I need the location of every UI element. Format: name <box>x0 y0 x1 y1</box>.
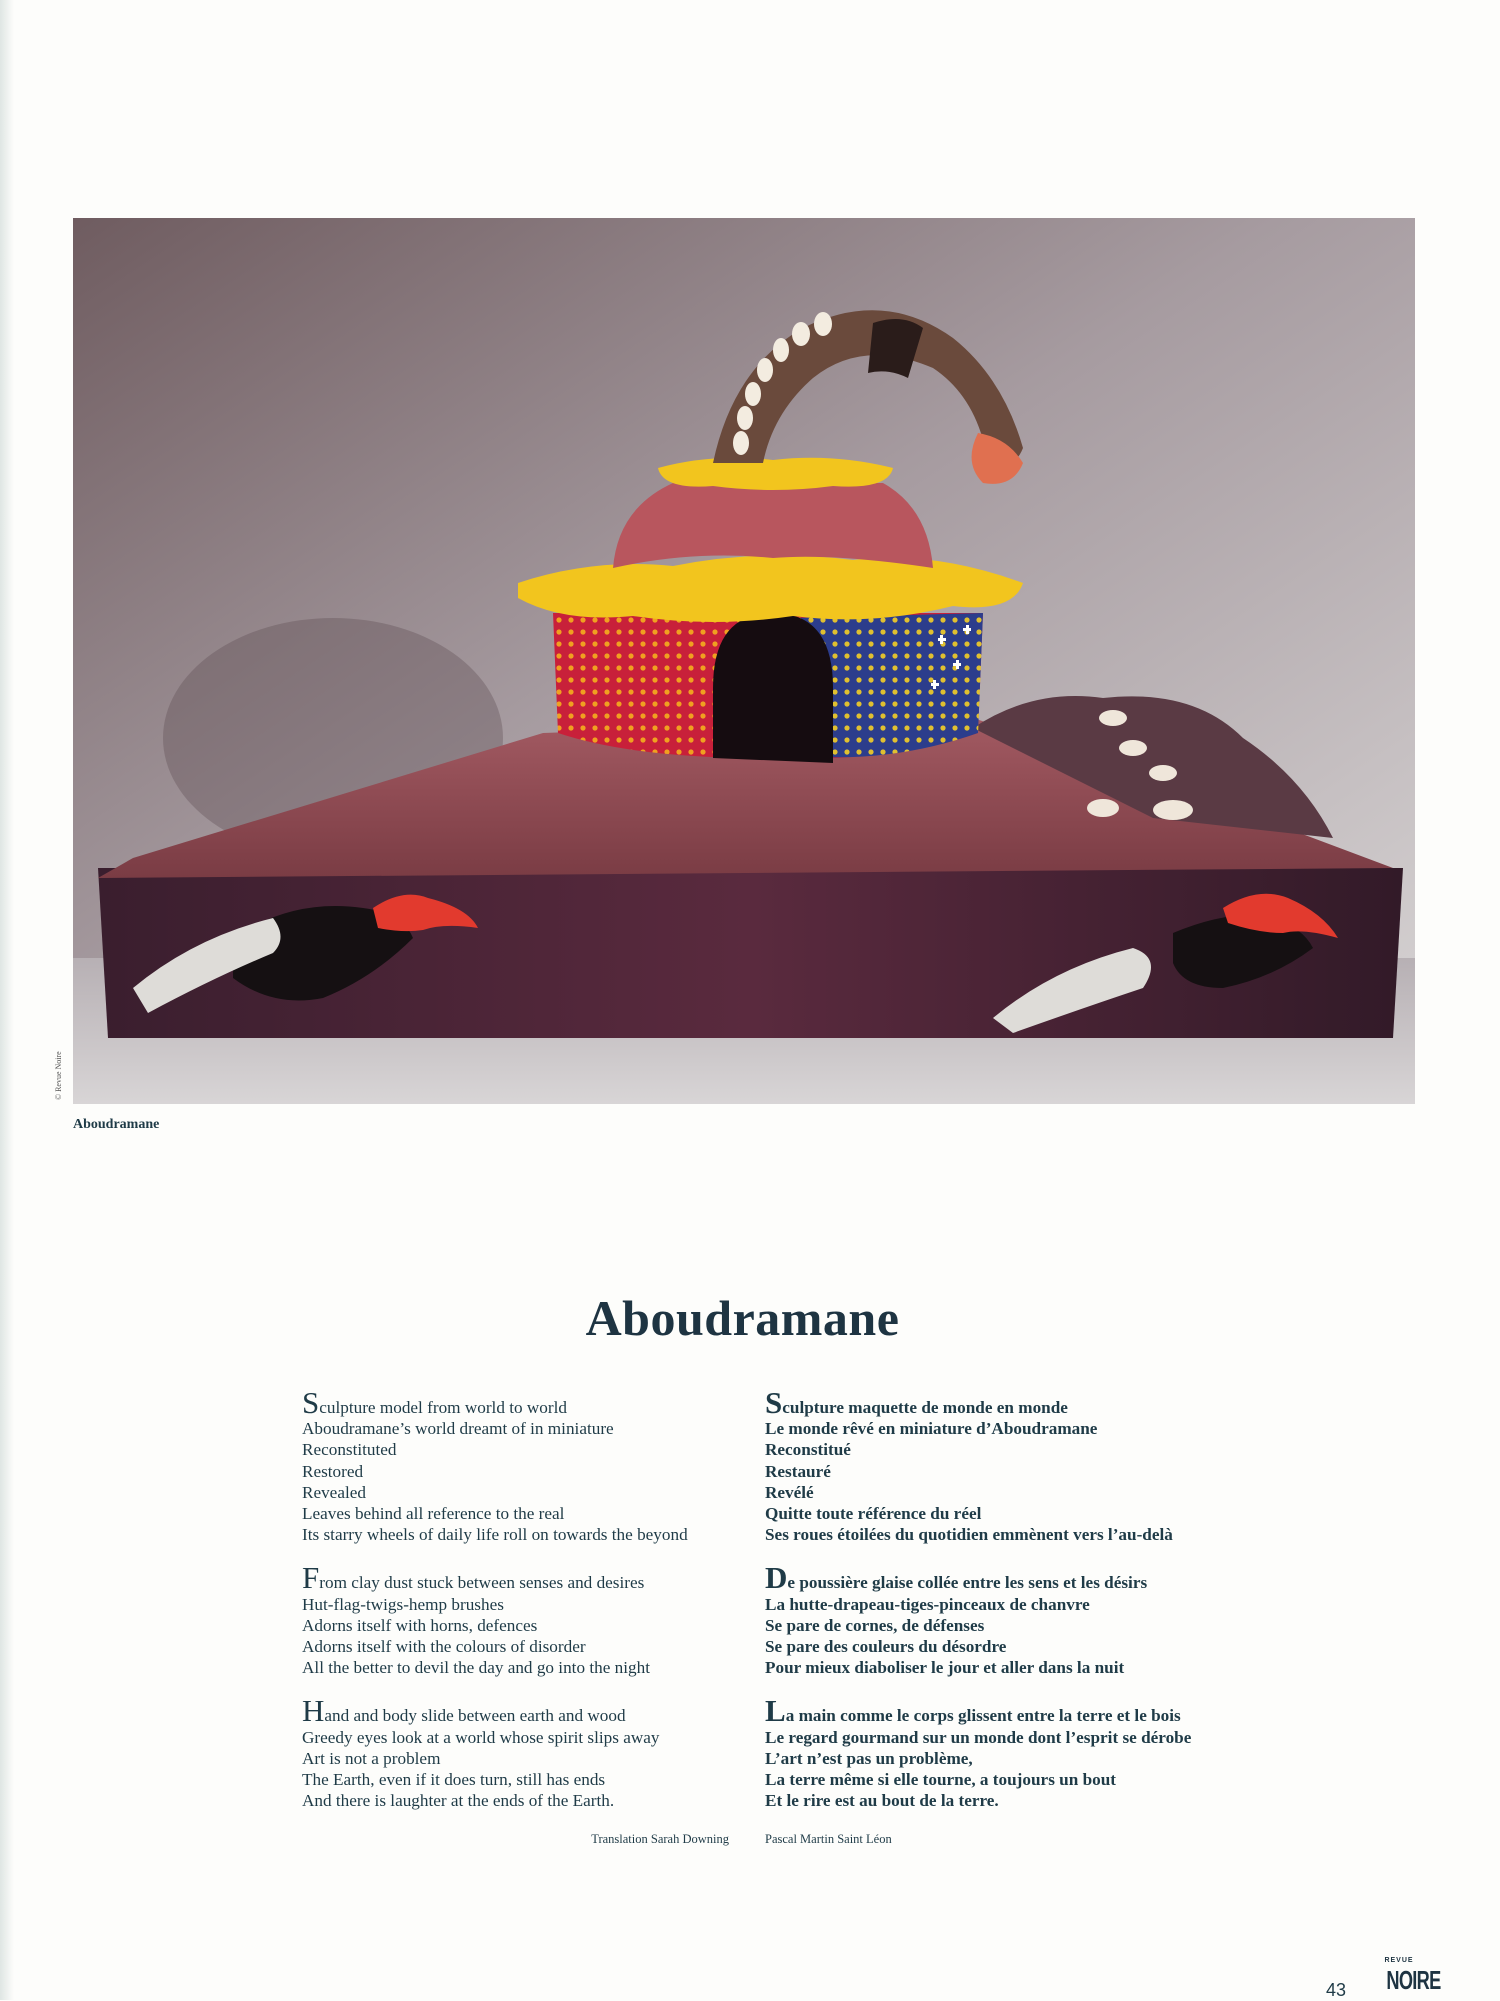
drop-cap: H <box>302 1693 325 1729</box>
drop-cap: S <box>765 1385 783 1420</box>
poem-line <box>302 1385 762 1420</box>
poem-line: Its starry wheels of daily life roll on towards the beyond <box>302 1525 688 1545</box>
poem-line-text: e poussière glaise collée entre les sens et les désirs <box>787 1573 1148 1593</box>
poem-line: Adorns itself with the colours of disorder <box>302 1637 586 1657</box>
poem-line: Se pare de cornes, de défenses <box>765 1615 985 1635</box>
poem-line: Reconstitué <box>765 1440 851 1460</box>
poem-line: And there is laughter at the ends of the Earth. <box>302 1791 615 1811</box>
poem-line-text: culpture model from world to world <box>319 1398 567 1417</box>
poem-line: Quitte toute référence du réel <box>765 1504 982 1524</box>
poem-line: La terre même si elle tourne, a toujours un bout <box>765 1770 1117 1790</box>
poem-line: Restauré <box>765 1461 831 1481</box>
poem-line: Pour mieux diaboliser le jour et aller dans la nuit <box>765 1658 1125 1678</box>
poem-line: Se pare des couleurs du désordre <box>765 1637 1007 1657</box>
poem-french <box>765 1385 1225 1833</box>
poem-line: Le monde rêvé en miniature d’Aboudramane <box>765 1419 1098 1439</box>
drop-cap: F <box>302 1560 320 1596</box>
drop-cap: D <box>765 1560 788 1596</box>
photo-credit: © Revue Noire <box>54 1051 63 1100</box>
stanza <box>765 1560 1225 1678</box>
stanza <box>765 1693 1225 1811</box>
stanza <box>302 1385 762 1545</box>
poem-line: Hut-flag-twigs-hemp brushes <box>302 1594 504 1614</box>
poem-line-text: a main comme le corps glissent entre la terre et le bois <box>785 1706 1181 1726</box>
poem-line: Aboudramane’s world dreamt of in miniature <box>302 1419 614 1439</box>
poem-line: Leaves behind all reference to the real <box>302 1504 565 1524</box>
poem-line: Reconstituted <box>302 1440 397 1460</box>
poem-line: Art is not a problem <box>302 1748 441 1768</box>
poem-line <box>302 1693 762 1729</box>
poem-line: Et le rire est au bout de la terre. <box>765 1791 999 1811</box>
page-number: 43 <box>1326 1980 1347 2000</box>
poem-line: La hutte-drapeau-tiges-pinceaux de chanvre <box>765 1594 1090 1614</box>
poem-line <box>765 1693 1225 1729</box>
author-credit: Pascal Martin Saint Léon <box>765 1832 892 1846</box>
poem-line-text: culpture maquette de monde en monde <box>782 1398 1068 1417</box>
translation-credit: Translation Sarah Downing <box>591 1832 729 1846</box>
poem-line: Revealed <box>302 1482 366 1502</box>
poem-line: Le regard gourmand sur un monde dont l’esprit se dérobe <box>765 1727 1192 1747</box>
poem-english <box>302 1385 762 1833</box>
poem-line-text: rom clay dust stuck between senses and desires <box>319 1573 645 1593</box>
revue-noire-logo <box>1381 1957 1441 1995</box>
poem-line <box>765 1385 1225 1420</box>
logo-main-text: NOIRE <box>1386 1965 1441 1995</box>
page-title: Aboudramane <box>585 1289 900 1346</box>
sculpture-photo <box>73 218 1415 1104</box>
stanza <box>765 1385 1225 1545</box>
poem-line: All the better to devil the day and go into the night <box>302 1658 650 1678</box>
poem-line: Adorns itself with horns, defences <box>302 1615 538 1635</box>
photo-caption: Aboudramane <box>73 1117 160 1132</box>
poem-line: Greedy eyes look at a world whose spirit slips away <box>302 1727 660 1747</box>
drop-cap: S <box>302 1385 320 1420</box>
poem-line: Revélé <box>765 1482 814 1502</box>
poem-line <box>302 1560 762 1596</box>
drop-cap: L <box>765 1693 786 1729</box>
logo-top-text: REVUE <box>1384 1957 1414 1964</box>
stanza <box>302 1693 762 1811</box>
poem-line <box>765 1560 1225 1596</box>
poem-line: L’art n’est pas un problème, <box>765 1748 973 1768</box>
poem-line-text: and and body slide between earth and wood <box>324 1706 626 1726</box>
poem-line: The Earth, even if it does turn, still has ends <box>302 1770 606 1790</box>
stanza <box>302 1560 762 1678</box>
poem-line: Ses roues étoilées du quotidien emmènent vers l’au-delà <box>765 1525 1173 1545</box>
poem-line: Restored <box>302 1461 364 1481</box>
page-edge <box>0 0 14 2000</box>
